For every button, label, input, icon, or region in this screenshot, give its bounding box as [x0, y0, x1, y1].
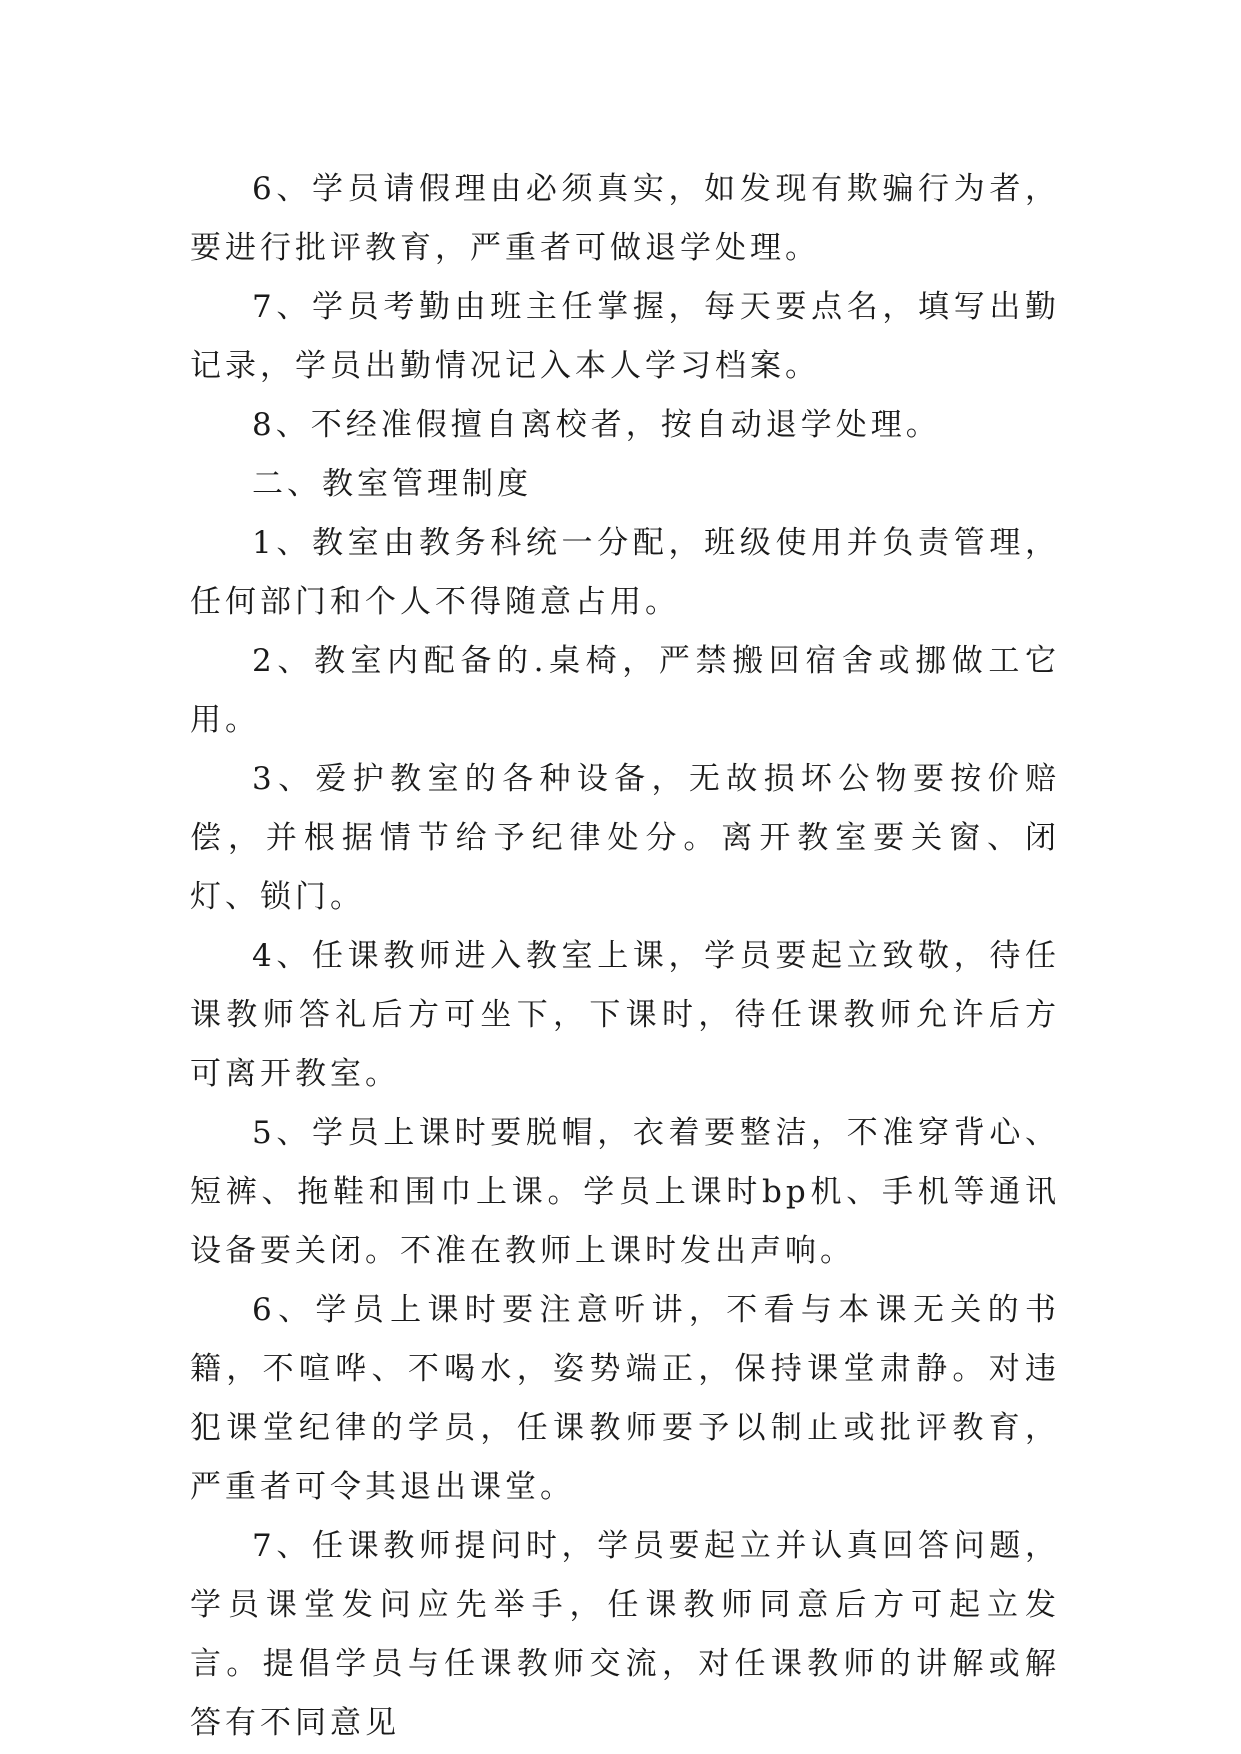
- paragraph-unauthorized-leave: 8、不经准假擅自离校者，按自动退学处理。: [252, 407, 941, 443]
- paragraph-questions-answers: 7、任课教师提问时，学员要起立并认真回答问题，学员课堂发问应先举手，任课教师同意后方可起立发言。提倡学员与任课教师交流，对任课教师的讲解或解答有不同意见: [190, 1528, 1060, 1741]
- section-heading-classroom-rules: 二、教室管理制度: [252, 466, 532, 502]
- paragraph-classroom-allocation: 1、教室由教务科统一分配，班级使用并负责管理，任何部门和个人不得随意占用。: [190, 525, 1060, 620]
- document-body: [190, 160, 1060, 1753]
- paragraph-leave-truthfulness: 6、学员请假理由必须真实，如发现有欺骗行为者，要进行批评教育，严重者可做退学处理。: [190, 171, 1060, 266]
- paragraph-equipment-care: 3、爱护教室的各种设备，无故损坏公物要按价赔偿，并根据情节给予纪律处分。离开教室要关窗、闭灯、锁门。: [190, 761, 1060, 915]
- paragraph-dress-code: 5、学员上课时要脱帽，衣着要整洁，不准穿背心、短裤、拖鞋和围巾上课。学员上课时bp机、手机等通讯设备要关闭。不准在教师上课时发出声响。: [190, 1115, 1060, 1269]
- paragraph-teacher-entry: 4、任课教师进入教室上课，学员要起立致敬，待任课教师答礼后方可坐下，下课时，待任课教师允许后方可离开教室。: [190, 938, 1060, 1092]
- paragraph-desks-chairs: 2、教室内配备的.桌椅，严禁搬回宿舍或挪做工它用。: [190, 643, 1060, 738]
- paragraph-attendance-record: 7、学员考勤由班主任掌握，每天要点名，填写出勤记录，学员出勤情况记入本人学习档案。: [190, 289, 1060, 384]
- paragraph-attention-in-class: 6、学员上课时要注意听讲，不看与本课无关的书籍，不喧哗、不喝水，姿势端正，保持课堂肃静。对违犯课堂纪律的学员，任课教师要予以制止或批评教育，严重者可令其退出课堂。: [190, 1292, 1060, 1505]
